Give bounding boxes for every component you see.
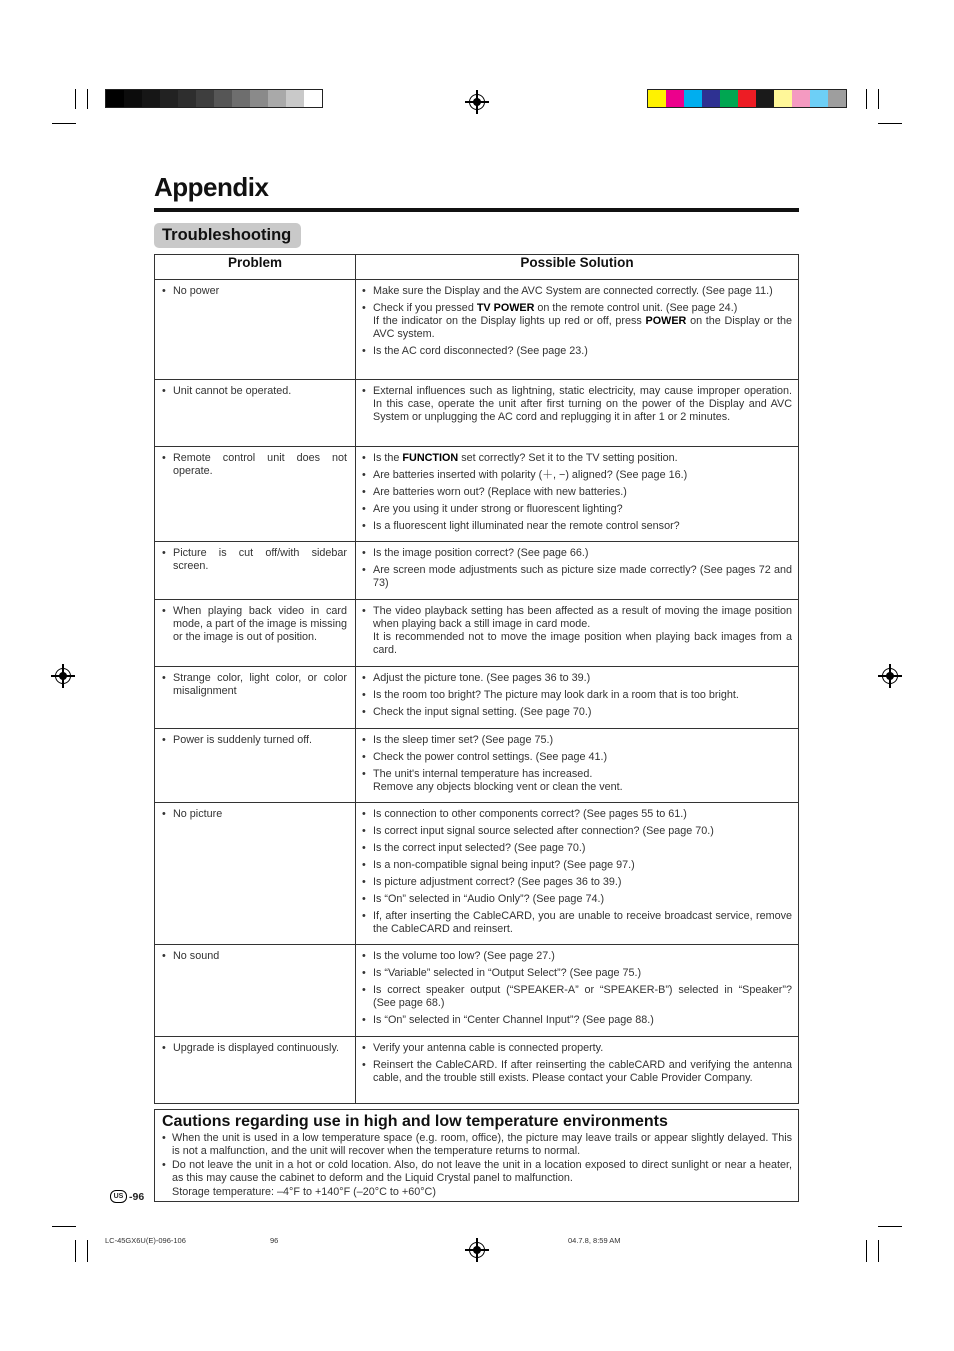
solution-item: • Is correct speaker output (“SPEAKER-A” or “SPEAKER-B”) selected in “Speaker”? (See page 68.) xyxy=(362,984,792,1009)
solution-text: External influences such as lightning, static electricity, may cause improper operation. In this case, operate the unit after first turning on the power of the Display and AVC System or unplugging the AC cord and replugging it in after 1 or 2 minutes. xyxy=(373,385,792,423)
solution-text: Check the power control settings. (See page 41.) xyxy=(373,751,608,763)
page-number xyxy=(110,1190,144,1203)
problem-text: When playing back video in card mode, a part of the image is missing or the image is out of position. xyxy=(173,605,347,643)
gray-swatch xyxy=(124,90,142,107)
solution-cell xyxy=(356,600,799,667)
caution-item-text: When the unit is used in a low temperature space (e.g. room, office), the picture may leave trails or appear slightly delayed. This is not a malfunction, and the unit will recover when the temperature returns to normal. xyxy=(172,1132,792,1158)
gray-swatch xyxy=(142,90,160,107)
solution-text: Check the input signal setting. (See page 70.) xyxy=(373,706,592,718)
gray-swatch xyxy=(250,90,268,107)
gray-swatch xyxy=(160,90,178,107)
crop-mark xyxy=(52,123,76,124)
solution-item: • Is the correct input selected? (See page 70.) xyxy=(362,842,792,855)
solution-cell xyxy=(356,380,799,447)
registration-mark-icon xyxy=(55,668,71,684)
solution-item: • Are batteries inserted with polarity (＋, −) aligned? (See page 16.) xyxy=(362,469,792,482)
color-swatch xyxy=(720,90,738,107)
solution-item: • Are you using it under strong or fluorescent lighting? xyxy=(362,503,792,516)
table-row xyxy=(155,945,799,1037)
crop-mark xyxy=(75,1240,76,1262)
table-row xyxy=(155,729,799,803)
color-swatch xyxy=(774,90,792,107)
table-row xyxy=(155,1037,799,1104)
solution-item: • Is the FUNCTION set correctly? Set it to the TV setting position. xyxy=(362,452,792,465)
solution-item: • Adjust the picture tone. (See pages 36 to 39.) xyxy=(362,672,792,685)
table-row xyxy=(155,280,799,380)
color-swatch xyxy=(756,90,774,107)
problem-column-header: Problem xyxy=(155,255,356,280)
crop-mark xyxy=(866,89,867,109)
solution-text: Reinsert the CableCARD. If after reinserting the cableCARD and verifying the antenna cable, and the trouble still exists. Please contact your Cable Provider Company. xyxy=(373,1059,792,1084)
solution-text: Are you using it under strong or fluorescent lighting? xyxy=(373,503,623,515)
solution-item: • Reinsert the CableCARD. If after reinserting the cableCARD and verifying the antenna cable, and the trouble still exists. Please contact your Cable Provider Company. xyxy=(362,1059,792,1084)
problem-item: • Strange color, light color, or color misalignment xyxy=(162,672,347,697)
solution-item: • Check the power control settings. (See page 41.) xyxy=(362,751,792,764)
table-row xyxy=(155,380,799,447)
solution-item: • Is connection to other components correct? (See pages 55 to 61.) xyxy=(362,808,792,821)
problem-item: • When playing back video in card mode, a part of the image is missing or the image is out of position. xyxy=(162,605,347,643)
color-swatch xyxy=(810,90,828,107)
color-swatch xyxy=(738,90,756,107)
solution-item: • Check the input signal setting. (See page 70.) xyxy=(362,706,792,719)
solution-text: Is the FUNCTION set correctly? Set it to the TV setting position. xyxy=(373,452,678,464)
problem-text: No picture xyxy=(173,808,223,820)
caution-title: Cautions regarding use in high and low temperature environments xyxy=(162,1113,668,1130)
solution-text: The video playback setting has been affected as a result of moving the image position when playing back a still image in card mode. It is recommended not to move the image position when playing back images from a card. xyxy=(373,605,792,656)
crop-mark xyxy=(878,1240,879,1262)
problem-text: Power is suddenly turned off. xyxy=(173,734,313,746)
print-timestamp: 04.7.8, 8:59 AM xyxy=(568,1236,621,1245)
problem-item: • Picture is cut off/with sidebar screen. xyxy=(162,547,347,572)
solution-column-header: Possible Solution xyxy=(356,255,799,280)
solution-text: Is “On” selected in “Audio Only”? (See page 74.) xyxy=(373,893,605,905)
solution-item: • The video playback setting has been affected as a result of moving the image position when playing back a still image in card mode. It is recommended not to move the image position when playing back images from a card. xyxy=(362,605,792,656)
solution-item: • Is the volume too low? (See page 27.) xyxy=(362,950,792,963)
color-swatch xyxy=(684,90,702,107)
solution-text: Is the image position correct? (See page 66.) xyxy=(373,547,589,559)
solution-item: • Verify your antenna cable is connected property. xyxy=(362,1042,792,1055)
solution-text: Is the AC cord disconnected? (See page 23.) xyxy=(373,345,588,357)
solution-text: Is the sleep timer set? (See page 75.) xyxy=(373,734,554,746)
solution-item: • Are screen mode adjustments such as picture size made correctly? (See pages 72 and 73) xyxy=(362,564,792,589)
crop-mark xyxy=(866,1240,867,1262)
problem-item: • Power is suddenly turned off. xyxy=(162,734,313,746)
solution-cell xyxy=(356,729,799,803)
page-number-text: -96 xyxy=(129,1190,145,1203)
problem-cell xyxy=(155,729,356,803)
solution-text: Make sure the Display and the AVC System are connected correctly. (See page 11.) xyxy=(373,285,773,297)
solution-item: • Is correct input signal source selected after connection? (See page 70.) xyxy=(362,825,792,838)
crop-mark xyxy=(87,1240,88,1262)
gray-swatch xyxy=(268,90,286,107)
page-title: Appendix xyxy=(154,172,269,202)
problem-text: Upgrade is displayed continuously. xyxy=(173,1042,340,1054)
problem-item: • No sound xyxy=(162,950,220,962)
problem-text: No sound xyxy=(173,950,220,962)
gray-calibration-bar xyxy=(105,89,323,108)
gray-swatch xyxy=(232,90,250,107)
print-sheet-number: 96 xyxy=(270,1236,279,1245)
crop-mark xyxy=(87,89,88,109)
solution-cell xyxy=(356,447,799,542)
problem-text: Strange color, light color, or color misalignment xyxy=(173,672,347,697)
problem-item: • No power xyxy=(162,285,220,297)
gray-swatch xyxy=(196,90,214,107)
table-row xyxy=(155,600,799,667)
solution-text: Is “Variable” selected in “Output Select”? (See page 75.) xyxy=(373,967,642,979)
solution-text: Are screen mode adjustments such as picture size made correctly? (See pages 72 and 73) xyxy=(373,564,792,589)
problem-cell xyxy=(155,667,356,729)
table-row xyxy=(155,542,799,600)
solution-item: • Check if you pressed TV POWER on the remote control unit. (See page 24.) If the indicator on the Display lights up red or off, press POWER on the Display or the AVC system. xyxy=(362,302,792,340)
solution-item: • Is picture adjustment correct? (See pages 36 to 39.) xyxy=(362,876,792,889)
solution-item: • Is the room too bright? The picture may look dark in a room that is too bright. xyxy=(362,689,792,702)
solution-item: • Is “On” selected in “Audio Only”? (See page 74.) xyxy=(362,893,792,906)
solution-item: • Is “Variable” selected in “Output Select”? (See page 75.) xyxy=(362,967,792,980)
solution-cell xyxy=(356,280,799,380)
solution-item: • Is the image position correct? (See page 66.) xyxy=(362,547,792,560)
problem-item: • Remote control unit does not operate. xyxy=(162,452,347,477)
solution-item: • Is “On” selected in “Center Channel Input”? (See page 88.) xyxy=(362,1014,792,1027)
solution-text: Is correct input signal source selected after connection? (See page 70.) xyxy=(373,825,714,837)
solution-text: Is a non-compatible signal being input? (See page 97.) xyxy=(373,859,635,871)
problem-cell xyxy=(155,447,356,542)
problem-item: • No picture xyxy=(162,808,223,820)
problem-cell xyxy=(155,280,356,380)
gray-swatch xyxy=(106,90,124,107)
problem-cell xyxy=(155,803,356,945)
color-swatch xyxy=(828,90,846,107)
gray-swatch xyxy=(178,90,196,107)
solution-item: • Are batteries worn out? (Replace with new batteries.) xyxy=(362,486,792,499)
table-row xyxy=(155,447,799,542)
problem-cell xyxy=(155,380,356,447)
solution-item: • Is a fluorescent light illuminated near the remote control sensor? xyxy=(362,520,792,533)
solution-item: • Is the AC cord disconnected? (See page 23.) xyxy=(362,345,792,358)
solution-text: Is correct speaker output (“SPEAKER-A” or “SPEAKER-B”) selected in “Speaker”? (See page 68.) xyxy=(373,984,792,1009)
gray-swatch xyxy=(286,90,304,107)
problem-cell xyxy=(155,945,356,1037)
registration-mark-icon xyxy=(469,1242,485,1258)
problem-item: • Upgrade is displayed continuously. xyxy=(162,1042,340,1054)
registration-mark-icon xyxy=(469,94,485,110)
problem-cell xyxy=(155,542,356,600)
color-calibration-bar xyxy=(647,89,847,108)
problem-cell xyxy=(155,1037,356,1104)
solution-text: If, after inserting the CableCARD, you are unable to receive broadcast service, remove the CableCARD and reinsert. xyxy=(373,910,792,935)
problem-item: • Unit cannot be operated. xyxy=(162,385,292,397)
solution-text: Adjust the picture tone. (See pages 36 to 39.) xyxy=(373,672,591,684)
table-row xyxy=(155,667,799,729)
table-row xyxy=(155,803,799,945)
gray-swatch xyxy=(214,90,232,107)
solution-text: Is the correct input selected? (See page 70.) xyxy=(373,842,586,854)
problem-text: No power xyxy=(173,285,220,297)
caution-box xyxy=(154,1109,799,1202)
solution-item: • Is a non-compatible signal being input? (See page 97.) xyxy=(362,859,792,872)
crop-mark xyxy=(75,89,76,109)
solution-text: The unit's internal temperature has increased. Remove any objects blocking vent or clean the vent. xyxy=(373,768,623,793)
solution-cell xyxy=(356,803,799,945)
solution-text: Check if you pressed TV POWER on the remote control unit. (See page 24.) If the indicator on the Display lights up red or off, press POWER on the Display or the AVC system. xyxy=(373,302,792,340)
solution-text: Is the volume too low? (See page 27.) xyxy=(373,950,555,962)
registration-mark-icon xyxy=(882,668,898,684)
crop-mark xyxy=(878,1226,902,1227)
solution-cell xyxy=(356,667,799,729)
solution-text: Is connection to other components correct? (See pages 55 to 61.) xyxy=(373,808,687,820)
solution-item: • If, after inserting the CableCARD, you are unable to receive broadcast service, remove the CableCARD and reinsert. xyxy=(362,910,792,935)
gray-swatch xyxy=(304,90,322,107)
solution-item: • External influences such as lightning, static electricity, may cause improper operation. In this case, operate the unit after first turning on the power of the Display and AVC System or unplugging the AC cord and replugging it in after 1 or 2 minutes. xyxy=(362,385,792,423)
solution-item: • Make sure the Display and the AVC System are connected correctly. (See page 11.) xyxy=(362,285,792,298)
problem-text: Unit cannot be operated. xyxy=(173,385,292,397)
caution-item: • When the unit is used in a low temperature space (e.g. room, office), the picture may leave trails or appear slightly delayed. This is not a malfunction, and the unit will recover when the temperature returns to normal. xyxy=(162,1132,792,1158)
problem-text: Remote control unit does not operate. xyxy=(173,452,347,477)
solution-text: Is a fluorescent light illuminated near the remote control sensor? xyxy=(373,520,680,532)
solution-text: Are batteries inserted with polarity (＋, −) aligned? (See page 16.) xyxy=(373,469,688,481)
solution-cell xyxy=(356,1037,799,1104)
caution-item: • Do not leave the unit in a hot or cold location. Also, do not leave the unit in a location exposed to direct sunlight or near a heater, as this may cause the cabinet to deform and the Liquid Crystal panel to malfunction. Storage temperature: –4°F to +140°F (–20°C to +60°C) xyxy=(162,1158,792,1198)
solution-cell xyxy=(356,542,799,600)
color-swatch xyxy=(648,90,666,107)
solution-item: • The unit's internal temperature has increased. Remove any objects blocking vent or clean the vent. xyxy=(362,768,792,794)
caution-item-text: Do not leave the unit in a hot or cold location. Also, do not leave the unit in a location exposed to direct sunlight or near a heater, as this may cause the cabinet to deform and the Liquid Crystal panel to malfunction. Storage temperature: –4°F to +140°F (–20°C to +60°C) xyxy=(172,1158,792,1198)
solution-text: Verify your antenna cable is connected property. xyxy=(373,1042,604,1054)
title-rule xyxy=(154,208,799,212)
problem-cell xyxy=(155,600,356,667)
solution-item: • Is the sleep timer set? (See page 75.) xyxy=(362,734,792,747)
crop-mark xyxy=(878,89,879,109)
solution-text: Is picture adjustment correct? (See pages 36 to 39.) xyxy=(373,876,622,888)
solution-text: Is the room too bright? The picture may look dark in a room that is too bright. xyxy=(373,689,739,701)
crop-mark xyxy=(52,1226,76,1227)
troubleshooting-table xyxy=(154,254,799,1104)
color-swatch xyxy=(792,90,810,107)
region-badge: US xyxy=(110,1190,127,1203)
print-file-name: LC-45GX6U(E)-096-106 xyxy=(105,1236,186,1245)
solution-text: Are batteries worn out? (Replace with new batteries.) xyxy=(373,486,627,498)
color-swatch xyxy=(666,90,684,107)
problem-text: Picture is cut off/with sidebar screen. xyxy=(173,547,347,572)
solution-cell xyxy=(356,945,799,1037)
crop-mark xyxy=(878,123,902,124)
solution-text: Is “On” selected in “Center Channel Input”? (See page 88.) xyxy=(373,1014,654,1026)
color-swatch xyxy=(702,90,720,107)
section-heading: Troubleshooting xyxy=(154,223,301,248)
